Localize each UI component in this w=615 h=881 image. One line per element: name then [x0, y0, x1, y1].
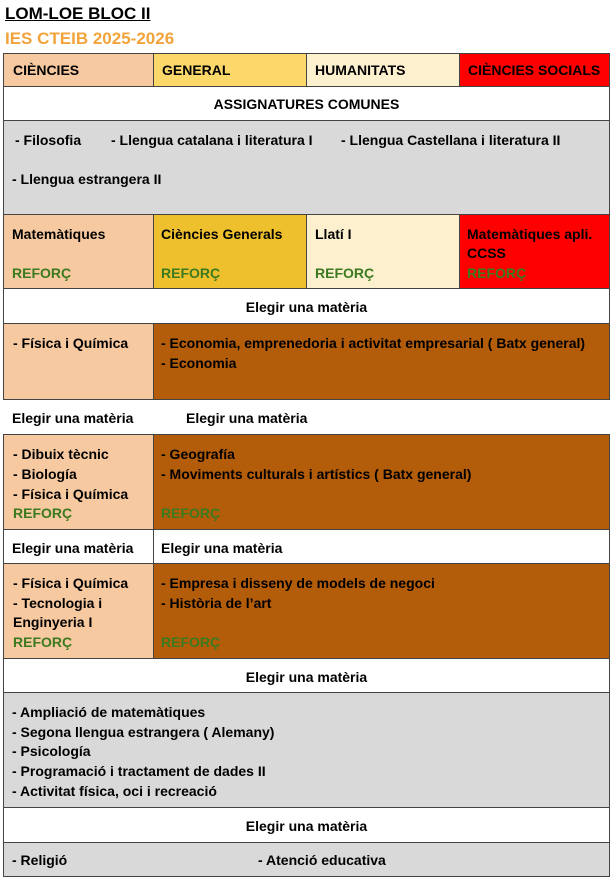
track-humanitats: [306, 53, 460, 87]
track-socials: [459, 53, 610, 87]
subject-item: - Activitat física, oci i recreació: [12, 783, 217, 799]
subject-item: - Biología: [13, 466, 77, 482]
choose-heading-3-right: [153, 529, 610, 564]
optional-subjects: [3, 692, 610, 808]
reforc-label: REFORÇ: [13, 634, 73, 650]
block1-left: [3, 323, 154, 400]
track-label: CIÈNCIES: [13, 62, 80, 78]
math-ciencies: [3, 214, 154, 289]
common-heading: [3, 86, 610, 121]
subject-item: - Física i Química: [13, 575, 129, 591]
subject-item: - Moviments culturals i artístics ( Batx general): [161, 466, 472, 482]
track-label: GENERAL: [162, 62, 231, 78]
subject-item: - Física i Química: [13, 335, 129, 351]
subject-item: - Llengua estrangera II: [12, 171, 162, 187]
subject-item: - Llengua catalana i literatura I: [111, 132, 313, 148]
subject-item: - Atenció educativa: [258, 852, 386, 868]
choose-heading-5: [3, 807, 610, 843]
subject-item: - Ampliació de matemàtiques: [12, 704, 206, 720]
subject-item: - Programació i tractament de dades II: [12, 763, 266, 779]
choose-label-right: Elegir una matèria: [186, 410, 308, 426]
choose-label: Elegir una matèria: [245, 818, 368, 834]
subject-item: - Tecnologia i: [13, 595, 103, 611]
track-ciencies: [3, 53, 154, 87]
subject-item: - Llengua Castellana i literatura II: [341, 132, 561, 148]
reforc-label: REFORÇ: [315, 265, 375, 281]
subject-item: Enginyeria I: [13, 614, 93, 630]
subject-item: - Economia: [161, 355, 237, 371]
block3-left: [3, 563, 154, 659]
math-humanitats: [306, 214, 460, 289]
choose-label: Elegir una matèria: [245, 299, 368, 315]
choose-label: Elegir una matèria: [245, 669, 368, 685]
choose-heading-1: [3, 288, 610, 324]
subject-name: CCSS: [467, 245, 506, 261]
subject-item: - Dibuix tècnic: [13, 446, 109, 462]
section-heading: ASSIGNATURES COMUNES: [213, 96, 400, 112]
block2-left: [3, 434, 154, 530]
subject-item: - Història de l’art: [161, 595, 272, 611]
reforc-label: REFORÇ: [12, 265, 72, 281]
track-label: CIÈNCIES SOCIALS: [468, 62, 601, 78]
subject-item: - Economia, emprenedoria i activitat empresarial ( Batx general): [161, 335, 586, 351]
subject-name: Matemàtiques apli.: [467, 226, 593, 242]
reforc-label: REFORÇ: [161, 505, 221, 521]
subject-name: Ciències Generals: [161, 226, 283, 242]
math-socials: [459, 214, 610, 289]
common-subjects: [3, 120, 610, 215]
subject-name: Llatí I: [315, 226, 352, 242]
subject-item: - Geografía: [161, 446, 235, 462]
choose-label: Elegir una matèria: [12, 540, 134, 556]
track-label: HUMANITATS: [315, 62, 406, 78]
page-title: LOM-LOE BLOC II: [5, 4, 151, 23]
math-general: [153, 214, 307, 289]
choose-label-left: Elegir una matèria: [12, 410, 134, 426]
block1-right: [153, 323, 610, 400]
subject-item: - Segona llengua estrangera ( Alemany): [12, 724, 275, 740]
subject-item: - Filosofia: [15, 132, 82, 148]
track-general: [153, 53, 307, 87]
subject-item: - Religió: [12, 852, 68, 868]
reforc-label: REFORÇ: [161, 265, 221, 281]
subject-name: Matemàtiques: [12, 226, 106, 242]
reforc-label: REFORÇ: [467, 265, 527, 281]
subject-item: - Psicología: [12, 743, 91, 759]
block3-right: [153, 563, 610, 659]
choose-heading-4: [3, 658, 610, 693]
page-subtitle: IES CTEIB 2025-2026: [5, 29, 175, 48]
subject-item: - Física i Química: [13, 486, 129, 502]
block2-right: [153, 434, 610, 530]
reforc-label: REFORÇ: [161, 634, 221, 650]
reforc-label: REFORÇ: [13, 505, 73, 521]
choose-label: Elegir una matèria: [161, 540, 283, 556]
choose-heading-3-left: [3, 529, 154, 564]
final-row: [3, 842, 610, 877]
subject-item: - Empresa i disseny de models de negoci: [161, 575, 435, 591]
